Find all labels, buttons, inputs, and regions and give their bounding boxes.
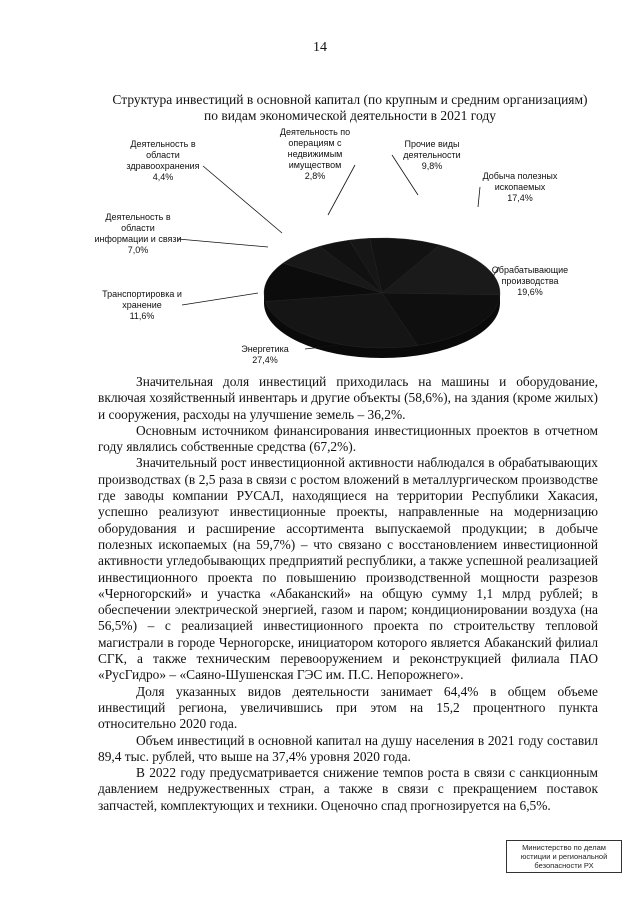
leader-line	[203, 166, 282, 233]
pie-chart-svg	[94, 125, 620, 375]
ministry-stamp	[506, 840, 622, 873]
leader-line	[328, 165, 355, 215]
slice-label	[492, 265, 568, 297]
leader-line	[182, 293, 258, 305]
stamp-line: безопасности РХ	[534, 861, 594, 870]
slice-label	[94, 212, 181, 255]
slice-name-label: Обрабатывающие	[491, 265, 569, 275]
chart-title	[60, 92, 640, 124]
slice-name-label: операциям с	[288, 138, 342, 148]
leader-line	[478, 187, 480, 207]
leader-line	[178, 239, 268, 247]
chart-title-line-2: по видам экономической деятельности в 2021 году	[204, 108, 496, 123]
slice-label	[126, 139, 199, 182]
slice-name-label: недвижимым	[287, 149, 343, 159]
slice-name-label: Прочие виды	[404, 139, 460, 149]
stamp-line: Министерство по делам	[522, 843, 606, 852]
slice-name-label: Добыча полезных	[482, 171, 558, 181]
slice-name-label: Транспортировка и	[102, 289, 182, 299]
slice-name-label: хранение	[122, 300, 162, 310]
slice-label	[241, 344, 289, 365]
slice-name-label: деятельности	[403, 150, 461, 160]
pie-chart	[94, 125, 620, 375]
slice-name-label: Энергетика	[241, 344, 289, 354]
leader-line	[392, 155, 418, 195]
slice-name-label: Деятельность в	[105, 212, 171, 222]
slice-name-label: информации и связи	[94, 234, 182, 244]
chart-title-line-1: Структура инвестиций в основной капитал (по крупным и средним организациям)	[112, 92, 588, 107]
slice-value-label: 17,4%	[507, 193, 533, 203]
slice-name-label: Деятельность в	[130, 139, 196, 149]
slice-label	[102, 289, 182, 321]
paragraph: Объем инвестиций в основной капитал на душу населения в 2021 году составил 89,4 тыс. рублей, что выше на 37,4% уровня 2020 года.	[98, 732, 598, 764]
stamp-line: юстиции и региональной	[520, 852, 608, 861]
slice-label	[280, 127, 350, 181]
slice-name-label: Деятельность по	[279, 127, 351, 137]
paragraph: Доля указанных видов деятельности занимает 64,4% в общем объеме инвестиций региона, увеличившись при этом на 15,2 процентного пункта относительно 2020 года.	[98, 683, 598, 732]
slice-value-label: 4,4%	[152, 172, 174, 182]
slice-value-label: 19,6%	[517, 287, 543, 297]
slice-value-label: 11,6%	[129, 311, 155, 321]
body-text	[98, 374, 598, 814]
slice-value-label: 27,4%	[252, 355, 278, 365]
page-number: 14	[313, 40, 327, 55]
paragraph: Значительная доля инвестиций приходилась на машины и оборудование, включая хозяйственный инвентарь и другие объекты (58,6%), на здания (кроме жилых) и сооружения, расходы на улучшение земель – 36,2%.	[98, 374, 598, 422]
slice-name-label: здравоохранения	[126, 161, 200, 171]
slice-name-label: области	[146, 150, 180, 160]
slice-name-label: производства	[501, 276, 559, 286]
slice-value-label: 7,0%	[127, 245, 149, 255]
slice-name-label: области	[121, 223, 155, 233]
slice-name-label: имуществом	[288, 160, 342, 170]
slice-value-label: 2,8%	[304, 171, 326, 181]
slice-value-label: 9,8%	[421, 161, 443, 171]
slice-label	[403, 139, 460, 171]
slice-name-label: ископаемых	[494, 182, 546, 192]
slice-label	[483, 171, 558, 203]
paragraph: В 2022 году предусматривается снижение темпов роста в связи с санкционным давлением недружественных стран, а также в связи с прекращением поставок запчастей, комплектующих и техники. Оценочно спад прогнозируется на 6,5%.	[98, 765, 598, 813]
paragraph: Основным источником финансирования инвестиционных проектов в отчетном году являлись собственные средства (67,2%).	[98, 422, 598, 455]
paragraph: Значительный рост инвестиционной активности наблюдался в обрабатывающих производствах (в 2,5 раза в связи с ростом вложений в металлургическом производстве где заводы компании РУСАЛ, находящиеся на территории Республики Хакасия, успешно реализуют инвестиционные проекты, направленные на модернизацию оборудования и расширение ассортимента выпускаемой продукции; в добыче полезных ископаемых (на 59,7%) – что связано с восстановлением инвестиционной активности угледобывающих предприятий республики, а также успешной реализацией инвестиционного проекта по повышению производственной мощности разрезов «Черногорский» и участка «Абаканский» на общую сумму 1,1 млрд рублей; в обеспечении электрической энергией, газом и паром; кондиционировании воздуха (на 56,5%) – с реализацией инвестиционного проекта по строительству тепловой магистрали в городе Черногорске, инициатором которого является Абаканский филиал СГК, а также техническим перевооружением и реконструкцией филиала ПАО «РусГидро» – «Саяно-Шушенская ГЭС им. П.С. Непорожнего».	[98, 455, 598, 683]
